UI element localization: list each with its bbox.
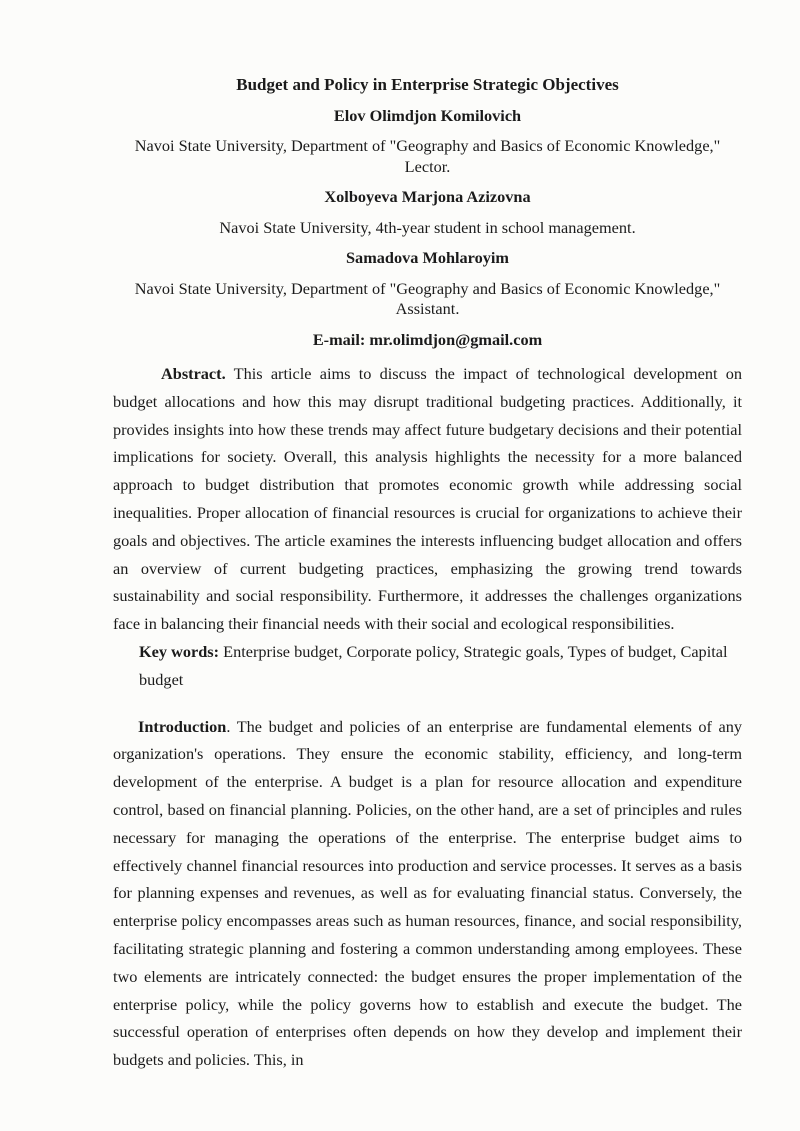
abstract-text: This article aims to discuss the impact of technological development on budget allocations and how this may disrupt traditional budgeting practices. Additionally, it provides insights into how these trends may affect future budgetary decisions and their potential implications for society. Overall, this analysis highlights the necessity for a more balanced approach to budget distribution that promotes economic growth while addressing social inequalities. Proper allocation of financial resources is crucial for organizations to achieve their goals and objectives. The article examines the interests influencing budget allocation and offers an overview of current budgeting practices, emphasizing the growing trend towards sustainability and social responsibility. Furthermore, it addresses the challenges organizations face in balancing their financial needs with their social and ecological responsibilities. [113,364,743,634]
keywords-paragraph [139,638,742,694]
abstract-paragraph [113,360,742,638]
introduction-heading: Introduction [138,716,227,736]
keywords-heading: Key words: [139,641,220,661]
author-affiliation-3 [113,279,742,320]
affiliation-line: Lector. [404,156,451,176]
introduction-text: . The budget and policies of an enterprise are fundamental elements of any organization's operations. They ensure the economic stability, efficiency, and long-term development of the enterprise. A budget is a plan for resource allocation and expenditure control, based on financial planning. Policies, on the other hand, are a set of principles and rules necessary for managing the operations of the enterprise. The enterprise budget aims to effectively channel financial resources into production and service processes. It serves as a basis for planning expenses and revenues, as well as for evaluating financial status. Conversely, the enterprise policy encompasses areas such as human resources, finance, and social responsibility, facilitating strategic planning and fostering a common understanding among employees. These two elements are intricately connected: the budget ensures the proper implementation of the enterprise policy, while the policy governs how to establish and execute the budget. The successful operation of enterprises often depends on how they develop and implement their budgets and policies. This, in [113,716,742,1070]
paper-title: Budget and Policy in Enterprise Strategic Objectives [236,75,619,94]
author-affiliation-2 [113,218,742,239]
author-name-1: Elov Olimdjon Komilovich [333,105,522,125]
document-body [113,360,742,1074]
affiliation-line: Assistant. [395,299,460,318]
author-name-2: Xolboyeva Marjona Azizovna [324,187,531,206]
email-line: E-mail: mr.olimdjon@gmail.com [312,329,543,349]
affiliation-line: Navoi State University, Department of "Geography and Basics of Economic Knowledge," [134,136,721,155]
author-name-3: Samadova Mohlaroyim [346,248,509,267]
affiliation-line: Navoi State University, Department of "Geography and Basics of Economic Knowledge," [134,278,721,298]
affiliation-line: Navoi State University, 4th-year student in school management. [219,217,636,237]
keywords-text: Enterprise budget, Corporate policy, Strategic goals, Types of budget, Capital budget [139,641,728,689]
author-affiliation-1 [113,136,742,177]
introduction-paragraph [113,713,742,1074]
document-header [113,75,742,350]
abstract-heading: Abstract. [161,364,226,383]
